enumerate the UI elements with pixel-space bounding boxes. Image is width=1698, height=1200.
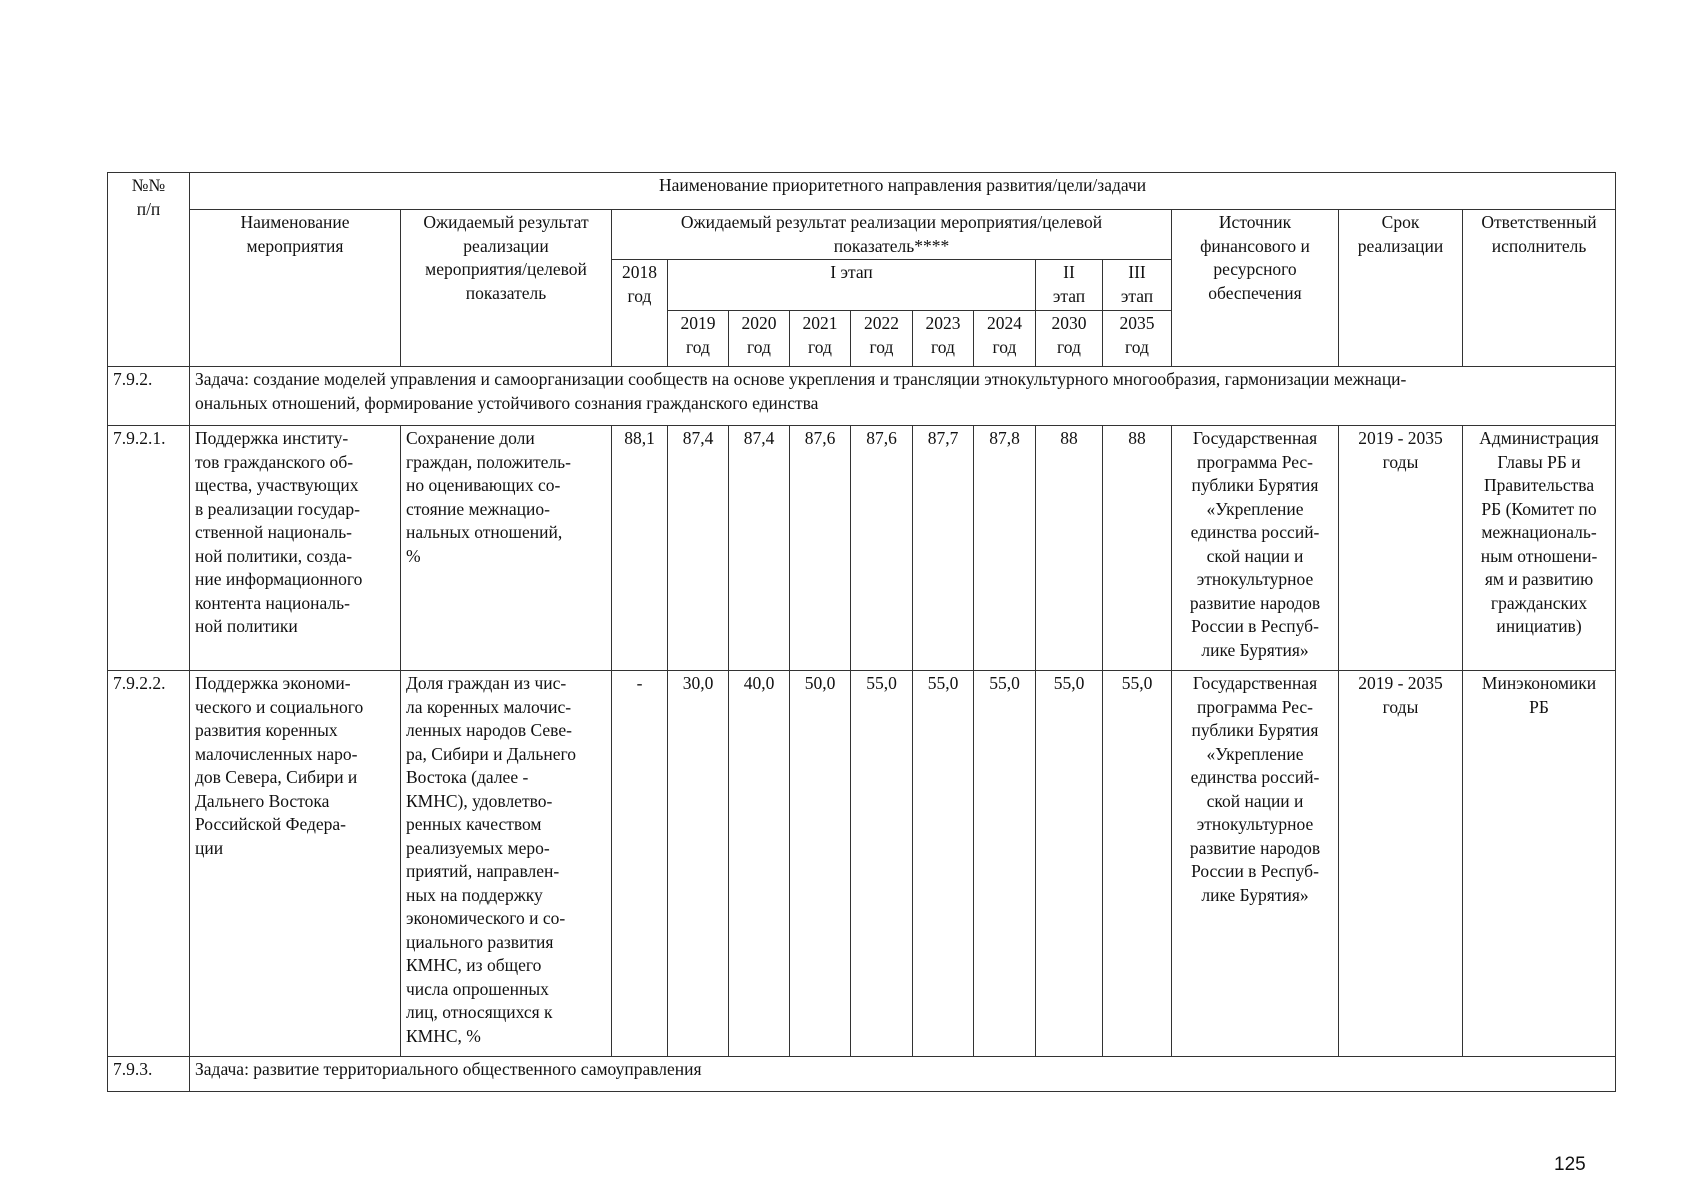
row-funding-source: Государственная программа Рес- публики Бурятия «Укрепление единства россий- ской нации и этнокультурное развитие народов России в Респуб- лике Бурятия»: [1172, 671, 1339, 1057]
row-indicator: Доля граждан из чис- ла коренных малочис- ленных народов Севе- ра, Сибири и Дальнего Востока (далее - КМНС), удовлетво- ренных качеством реализуемых меро- приятий, направлен- ных на поддержку экономического и со- циального развития КМНС, из общего числа опрошенных лиц, относящихся к КМНС, %: [401, 671, 612, 1057]
header-year-2030: 2030 год: [1036, 311, 1103, 367]
row-value-2022: 55,0: [851, 671, 913, 1057]
task-row-7-9-3: [108, 1057, 1616, 1092]
header-title-cell: Наименование приоритетного направления развития/цели/задачи: [190, 173, 1616, 210]
row-event: Поддержка институ- тов гражданского об- щества, участвующих в реализации государ- ственной националь- ной политики, созда- ние информационного контента националь- ной политики: [190, 426, 401, 671]
row-value-2035: 55,0: [1103, 671, 1172, 1057]
page-number: 125: [1554, 1154, 1586, 1175]
header-year-2020: 2020 год: [729, 311, 790, 367]
header-row-1: [108, 173, 1616, 210]
row-responsible: Минэкономики РБ: [1463, 671, 1616, 1057]
header-expected-result: Ожидаемый результат реализации мероприятия/целевой показатель: [401, 210, 612, 367]
header-responsible: Ответственный исполнитель: [1463, 210, 1616, 367]
row-value-2020: 87,4: [729, 426, 790, 671]
table-row: [108, 426, 1616, 671]
row-value-2018: 88,1: [612, 426, 668, 671]
row-num: 7.9.2.2.: [108, 671, 190, 1057]
row-value-2022: 87,6: [851, 426, 913, 671]
row-value-2024: 55,0: [974, 671, 1036, 1057]
header-stage-2: II этап: [1036, 260, 1103, 311]
task-row-7-9-2: [108, 367, 1616, 426]
header-stage-1: I этап: [668, 260, 1036, 311]
task-num: 7.9.2.: [108, 367, 190, 426]
header-stage-3: III этап: [1103, 260, 1172, 311]
row-value-2024: 87,8: [974, 426, 1036, 671]
header-num-cell: №№ п/п: [108, 173, 190, 367]
row-value-2023: 87,7: [913, 426, 974, 671]
row-value-2018: -: [612, 671, 668, 1057]
row-value-2019: 30,0: [668, 671, 729, 1057]
row-term: 2019 - 2035 годы: [1339, 671, 1463, 1057]
header-year-2023: 2023 год: [913, 311, 974, 367]
header-expected-result-years: Ожидаемый результат реализации мероприятия/целевой показатель****: [612, 210, 1172, 260]
row-value-2030: 55,0: [1036, 671, 1103, 1057]
header-year-2024: 2024 год: [974, 311, 1036, 367]
row-value-2021: 50,0: [790, 671, 851, 1057]
header-year-2019: 2019 год: [668, 311, 729, 367]
row-value-2035: 88: [1103, 426, 1172, 671]
header-row-2: [108, 210, 1616, 260]
row-value-2021: 87,6: [790, 426, 851, 671]
table-row: [108, 671, 1616, 1057]
header-year-2035: 2035 год: [1103, 311, 1172, 367]
header-funding-source: Источник финансового и ресурсного обеспечения: [1172, 210, 1339, 367]
row-event: Поддержка экономи- ческого и социального развития коренных малочисленных наро- дов Севера, Сибири и Дальнего Востока Российской Федера- ции: [190, 671, 401, 1057]
row-responsible: Администрация Главы РБ и Правительства РБ (Комитет по межнациональ- ным отношени- ям и развитию гражданских инициатив): [1463, 426, 1616, 671]
header-year-2021: 2021 год: [790, 311, 851, 367]
indicator-table: [107, 172, 1616, 1092]
header-event-name: Наименование мероприятия: [190, 210, 401, 367]
row-value-2019: 87,4: [668, 426, 729, 671]
task-text: Задача: развитие территориального общественного самоуправления: [190, 1057, 1616, 1092]
row-funding-source: Государственная программа Рес- публики Бурятия «Укрепление единства россий- ской нации и этнокультурное развитие народов России в Респуб- лике Бурятия»: [1172, 426, 1339, 671]
row-indicator: Сохранение доли граждан, положитель- но оценивающих со- стояние межнацио- нальных отношений, %: [401, 426, 612, 671]
row-value-2023: 55,0: [913, 671, 974, 1057]
header-term: Срок реализации: [1339, 210, 1463, 367]
header-year-2022: 2022 год: [851, 311, 913, 367]
header-year-2018: 2018 год: [612, 260, 668, 367]
row-num: 7.9.2.1.: [108, 426, 190, 671]
task-num: 7.9.3.: [108, 1057, 190, 1092]
row-value-2030: 88: [1036, 426, 1103, 671]
task-text: Задача: создание моделей управления и самоорганизации сообществ на основе укрепления и трансляции этнокультурного многообразия, гармонизации межнаци- ональных отношений, формирование устойчивого сознания гражданского единства: [190, 367, 1616, 426]
row-term: 2019 - 2035 годы: [1339, 426, 1463, 671]
row-value-2020: 40,0: [729, 671, 790, 1057]
